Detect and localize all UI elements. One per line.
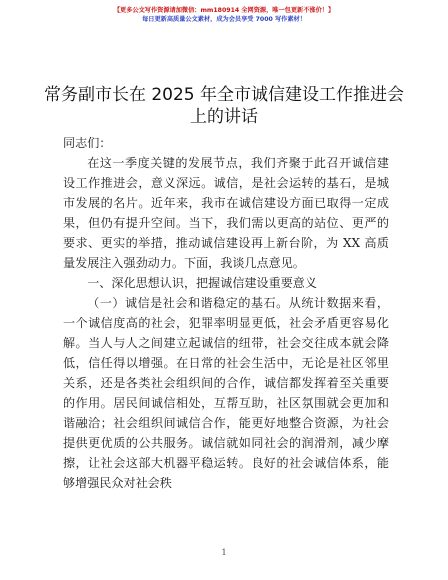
promo-banner — [0, 6, 448, 24]
page-number: 1 — [221, 548, 227, 557]
section-heading: 一、深化思想认识，把握诚信建设重要意义 — [87, 276, 317, 290]
promo-banner-line-1: 【更多公文写作资源请加微信：mm180914 全网资源，唯一包更新不涨价！】 — [113, 7, 335, 14]
greeting: 同志们： — [63, 136, 112, 150]
intro-paragraph: 在这一季度关键的发展节点，我们齐聚于此召开诚信建设工作推进会，意义深远。诚信，是社会运转的基石，是城市发展的名片。近年来，我市在诚信建设方面已取得一定成果，但仍有提升空间。当下，我们需以更高的站位、更严的要求、更实的举措，推动诚信建设再上新台阶，为 XX 高质量发展注入强劲动力。下面，我谈几点意见。 — [63, 156, 389, 270]
document-title: 常务副市长在 2025 年全市诚信建设工作推进会上的讲话 — [43, 85, 405, 127]
body-paragraph: （一）诚信是社会和谐稳定的基石。从统计数据来看，一个诚信度高的社会，犯罪率明显更低，社会矛盾更容易化解。当人与人之间建立起诚信的纽带，社会交往成本就会降低，信任得以增强。在日常的社会生活中，无论是社区邻里关系，还是各类社会组织间的合作，诚信都发挥着至关重要的作用。居民间诚信相处，互帮互助，社区氛围就会更加和谐融洽；社会组织间诚信合作，能更好地整合资源，为社会提供更优质的公共服务。诚信就如同社会的润滑剂，减少摩擦，让社会这部大机器平稳运转。良好的社会诚信体系，能够增强民众对社会秩 — [63, 296, 389, 490]
document-body — [63, 153, 389, 493]
promo-banner-line-2: 每日更新高质量公文素材，成为会员享受 7000 写作素材！ — [142, 16, 306, 23]
